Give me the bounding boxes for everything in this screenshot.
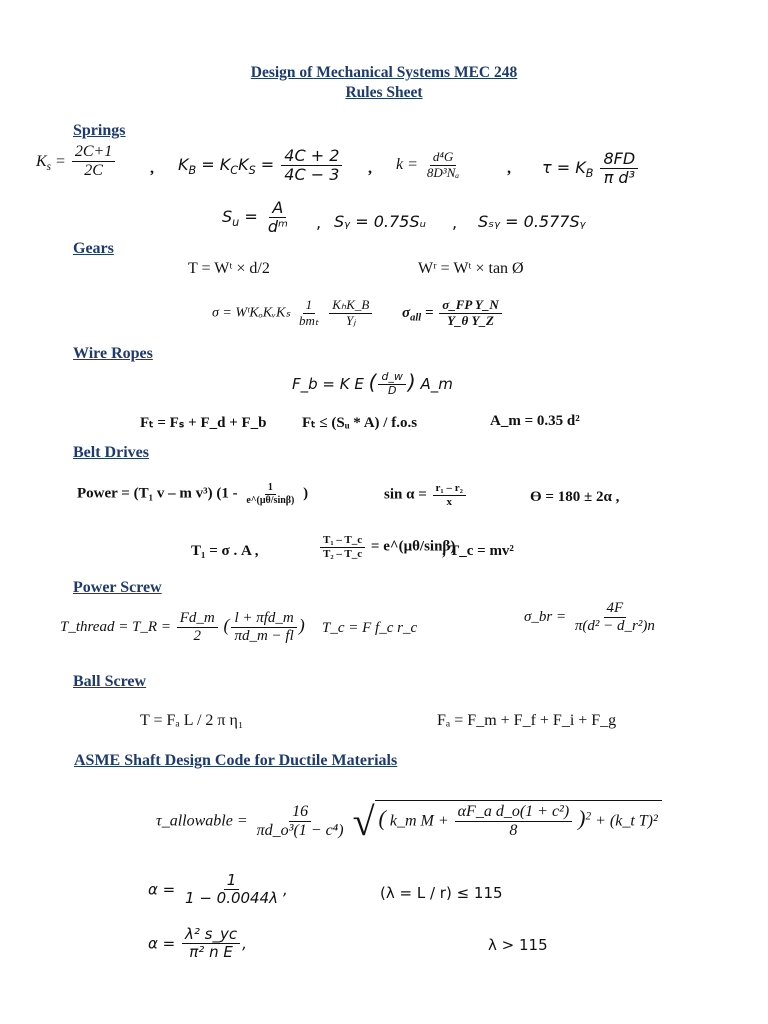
ks-numerator: 2C+1 — [72, 143, 115, 162]
collar-torque-equation: T_c = F f_c r_c — [322, 620, 418, 636]
su-numerator: A — [269, 199, 286, 218]
radical-rhs: + (k_t T)² — [595, 812, 658, 830]
fb-frac-numerator: d_w — [378, 371, 405, 385]
section-heading-ball-screw: Ball Screw — [73, 673, 147, 690]
alpha-long-column-condition: λ > 115 — [488, 936, 548, 954]
asme-allowable-stress-equation: τ_allowable = $\frac{16}{\text{πd\_o³(1 − c⁴)}}$ √ ( k_m M + $\frac{\text{αF\_a d\_o(1 + c²)}}{8}$ )$^2$ + (k_t T)² — [156, 800, 662, 842]
alpha-long-column-equation: α = $\frac{\text{λ² s\_yc}}{\text{π² n E}}$ , — [148, 925, 247, 962]
allowable-subscript: all — [410, 312, 422, 324]
sigma-lhs: σ = WᵗKₒKᵥKₛ — [212, 305, 291, 321]
fb-rhs: A_m — [420, 375, 453, 393]
alpha2-lhs: α = — [148, 934, 176, 953]
tension-limit-equation: Fₜ ≤ (Sᵤ * A) / f.o.s — [302, 415, 418, 431]
belt-angle-equation — [384, 482, 468, 508]
separator-comma: , — [368, 160, 372, 177]
sin-lhs: sin α = — [384, 486, 427, 503]
separator-comma: , — [452, 213, 458, 232]
ball-screw-force-equation: Fₐ = F_m + F_f + F_i + F_g — [437, 712, 617, 729]
radical-inner-denominator: 8 — [509, 822, 518, 840]
asme-denominator: πd_o³(1 − c⁴) — [256, 822, 344, 840]
asme-lhs: τ_allowable = — [156, 812, 248, 830]
section-heading-gears: Gears — [73, 240, 114, 257]
allowable-numerator: σ_FP Y_N — [439, 298, 501, 314]
power-rhs: ) — [303, 485, 309, 502]
bergstrasser-equation: $K_B = K_CK_S$ = $\frac{4C + 2}{4C - 3}$ — [178, 147, 344, 185]
alpha-short-column-condition: (λ = L / r) ≤ 115 — [380, 884, 503, 902]
ratio-numerator: T₁ – T_c — [320, 534, 365, 548]
allowable-denominator: Y_θ Y_Z — [447, 312, 494, 328]
separator-comma: , — [150, 160, 154, 177]
thread-f2-denominator: πd_m − fl — [234, 628, 294, 645]
ratio-rhs: = e^(μθ/sinβ) — [370, 538, 456, 555]
thread-lhs: T_thread = T_R = — [60, 619, 171, 636]
thread-torque-equation: T_thread = T_R = $\frac{Fd\_m}{2}$ ( $\frac{\text{l + πfd\_m}}{\pi d\_m - fl}$ ) — [60, 610, 305, 645]
wrap-angle-equation: ϴ = 180 ± 2α , — [530, 489, 620, 505]
section-heading-belt-drives: Belt Drives — [73, 444, 149, 461]
alpha1-numerator: 1 — [224, 872, 240, 890]
allowable-sigma: σ — [402, 304, 411, 321]
radical-inner-lhs: k_m M + — [389, 812, 449, 830]
bearing-denominator: π(d² − d_r²)n — [574, 618, 655, 635]
yield-strength-equation: Sᵧ = 0.75Sᵤ — [334, 212, 426, 231]
section-heading-asme: ASME Shaft Design Code for Ductile Materials — [74, 752, 398, 769]
k-denominator: 8D³Nₐ — [426, 164, 460, 180]
gear-radial-force-equation: Wʳ = Wᵗ × tan Ø — [418, 260, 524, 277]
sin-denominator: x — [446, 495, 452, 508]
alpha1-denominator: 1 − 0.0044λ — [185, 889, 279, 908]
page-title: Design of Mechanical Systems MEC 248 — [250, 64, 518, 81]
radical-sign: √ — [352, 798, 375, 844]
alpha-short-column-equation: α = $\frac{1}{1 - 0.0044\lambda}$ , — [148, 871, 288, 908]
page-subtitle: Rules Sheet — [345, 84, 423, 101]
gear-allowable-stress-equation: $\sigma_{all}$ = $\frac{\text{σ\_FP Y\_N}}{\text{Y\_θ Y\_Z}}$ — [402, 298, 504, 329]
gear-torque-equation: T = Wᵗ × d/2 — [188, 260, 270, 277]
shear-yield-equation: Sₛᵧ = 0.577Sᵧ — [478, 212, 586, 231]
sigma-f1-numerator: 1 — [303, 298, 316, 314]
sigma-f2-numerator: KₕK_B — [329, 298, 372, 314]
power-denominator: e^(μθ/sinβ) — [246, 494, 295, 506]
bearing-stress-equation — [524, 600, 660, 636]
alpha2-denominator: π² n E — [189, 943, 233, 962]
section-heading-power-screw: Power Screw — [73, 579, 162, 596]
section-heading-wire-ropes: Wire Ropes — [73, 345, 153, 362]
alpha1-lhs: α = — [148, 880, 176, 899]
section-heading-springs: Springs — [73, 122, 126, 139]
kb-numerator: 4C + 2 — [281, 147, 342, 166]
spring-rate-equation: k = $\frac{\text{d⁴G}}{\text{8D³Nₐ}}$ — [396, 150, 464, 181]
centrifugal-tension-equation: , T_c = mv² — [442, 543, 514, 559]
shear-stress-equation: $\tau = K_B$ $\frac{8FD}{\text{π d³}}$ — [542, 150, 640, 188]
tau-numerator: 8FD — [600, 150, 638, 169]
su-denominator: dᵐ — [267, 217, 288, 237]
separator-comma: , — [316, 213, 322, 232]
bearing-numerator: 4F — [604, 600, 627, 618]
separator-comma: , — [507, 160, 511, 177]
alpha2-numerator: λ² s_yc — [182, 926, 240, 944]
belt-ratio-equation — [318, 534, 455, 560]
bending-load-equation: F_b = K E ( $\frac{d\_w}{D}$ ) A_m — [292, 370, 453, 397]
tau-denominator: π d³ — [603, 168, 635, 188]
belt-tension-equation: T₁ = σ . A , — [191, 543, 259, 559]
kb-denominator: 4C − 3 — [284, 165, 340, 185]
total-tension-equation: Fₜ = Fₛ + F_d + F_b — [140, 415, 267, 431]
thread-f1-denominator: 2 — [193, 628, 201, 645]
ultimate-strength-equation: $S_u$ = $\frac{A}{\text{dᵐ}}$ — [222, 199, 293, 237]
ks-denominator: 2C — [84, 162, 103, 180]
fb-frac-denominator: D — [387, 384, 397, 397]
ball-screw-torque-equation: T = Fₐ L / 2 π η₁ — [140, 712, 244, 729]
thread-f2-numerator: l + πfd_m — [231, 610, 296, 628]
radical-inner-numerator: αF_a d_o(1 + c²) — [455, 803, 573, 822]
sin-numerator: r₁ – r₂ — [433, 482, 466, 496]
ratio-denominator: T₂ – T_c — [323, 547, 363, 560]
gear-bending-stress-equation — [212, 298, 374, 329]
metallic-area-equation: A_m = 0.35 d² — [490, 413, 580, 429]
belt-power-equation — [77, 482, 308, 506]
sigma-f2-denominator: Yⱼ — [346, 312, 356, 328]
asme-numerator: 16 — [289, 803, 311, 822]
power-lhs: Power = (T₁ v – m v³) (1 - — [77, 485, 242, 502]
power-numerator: 1 — [265, 482, 276, 495]
thread-f1-numerator: Fd_m — [177, 610, 218, 628]
k-numerator: d⁴G — [430, 150, 456, 166]
spring-index-equation: $K_s$ = $\frac{2C+1}{2C}$ — [36, 143, 117, 181]
sigma-f1-denominator: bmₜ — [299, 312, 319, 328]
bearing-lhs: σ_br = — [524, 609, 567, 626]
fb-lhs: F_b = K E — [292, 375, 364, 393]
